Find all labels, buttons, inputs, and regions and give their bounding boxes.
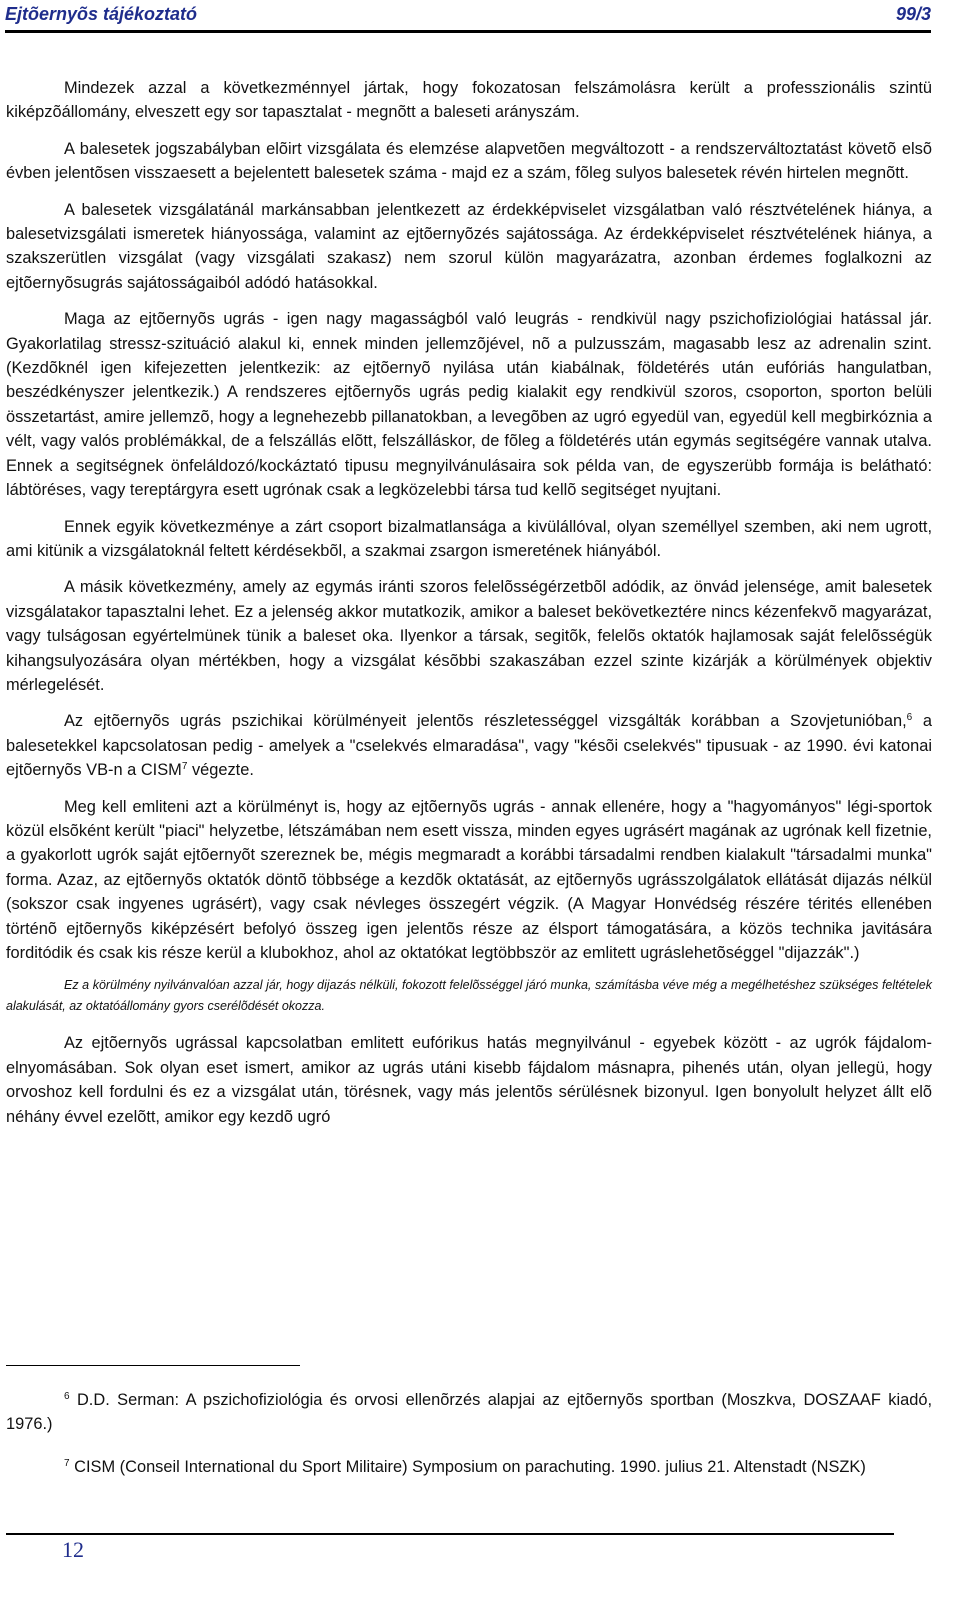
paragraph-text: Az ejtõernyõs ugrás pszichikai körülményeit jelentõs részletességgel vizsgálták korábban a Szovjetunióban, — [64, 712, 907, 731]
paragraph: Az ejtõernyõs ugrással kapcsolatban emlitett eufórikus hatás megnyilvánul - egyebek között - az ugrók fájdalom-elnyomásában. Sok olyan eset ismert, amikor az ugrás utáni kisebb fájdalom másnapra, pihenés után, olyan jellegü, hogy orvoshoz kell fordulni és ez a vizsgálat után, törésnek, vagy más jelentõs sérülésnek bizonyul. Igen bonyolult helyzet állt elõ néhány évvel ezelõtt, amikor egy kezdõ ugró — [6, 1034, 932, 1126]
issue-number: 99/3 — [895, 4, 931, 24]
paragraph-text: végezte. — [187, 761, 254, 780]
footnote-text: CISM (Conseil International du Sport Militaire) Symposium on parachuting. 1990. julius 21. Altenstadt (NSZK) — [74, 1457, 866, 1476]
page-number: 12 — [62, 1537, 84, 1562]
footnote-number: 7 — [64, 1457, 70, 1469]
paragraph-text: a balesetekkel kapcsolatosan pedig - amelyek a "cselekvés elmaradása", vagy "késõi cselekvés" tipusuak - az 1990. évi katonai ejtõernyõs VB-n a CISM — [6, 712, 932, 780]
paragraph: A balesetek jogszabályban elõirt vizsgálata és elemzése alapvetõen megváltozott - a rendszerváltoztatást követõ elsõ évben jelentõsen visszaesett a bejelentett balesetek száma - majd ez a szám, fõleg sulyos balesetek révén hirtelen megnõtt. — [6, 139, 932, 183]
document-title: Ejtõernyõs tájékoztató — [5, 4, 198, 24]
paragraph: Ennek egyik következménye a zárt csoport bizalmatlansága a kivülállóval, olyan személlyel szemben, aki nem ugrott, ami kitünik a vizsgálatoknál feltett kérdésekbõl, a szakmai zsargon ismeretének hiányából. — [6, 517, 932, 560]
body-text — [6, 76, 932, 1141]
footnote-number: 6 — [64, 1391, 70, 1402]
paragraph: A balesetek vizsgálatánál markánsabban jelentkezett az érdekképviselet vizsgálatban való résztvételének hiánya, a balesetvizsgálati ismeretek hiányossága, valamint az ejtõernyõzés sajátossága. Az érdekképviselet résztvételének hiánya, a szakszerütlen vizsgálat (vagy vizsgálati szakasz) nem szorul külön magyarázatra, azonban érdemes foglalkozni az ejtõernyõsugrás sajátosságaiból adódó hatásokkal. — [6, 200, 932, 292]
paragraph: A másik következmény, amely az egymás iránti szoros felelõsségérzetbõl adódik, az önvád jelensége, amit balesetek vizsgálatakor tapasztalni lehet. Ez a jelenség akkor mutatkozik, amikor a baleset bekövetkeztére nincs kézenfekvõ magyarázat, vagy tulságosan egyértelmünek tünik a baleset oka. Ilyenkor a társak, segitõk, felelõs oktatók hajlamosak saját felelõsségük kihangsulyozására olyan mértékben, hogy a vizsgálat késõbbi szakaszában ezzel szinte kizárják a körülmények objektiv mérlegelését. — [6, 578, 932, 694]
paragraph: Mindezek azzal a következménnyel jártak, hogy fokozatosan felszámolásra került a professzionális szintü kiképzõállomány, elveszett egy sor tapasztalat - megnõtt a baleseti arányszám. — [6, 79, 932, 122]
footnote-ref[interactable]: 7 — [181, 761, 188, 773]
footnote-separator — [6, 1365, 300, 1366]
page-header — [5, 4, 931, 33]
paragraph: Maga az ejtõernyõs ugrás - igen nagy magasságból való leugrás - rendkivül nagy pszichofiziológiai hatással jár. Gyakorlatilag stressz-szituáció alakul ki, ennek minden jellemzõjével, nõ a pulzusszám, magasabb lesz az adrenalin szint. (Kezdõknél igen kifejezetten jelentkezik: az ejtõernyõ nyilása után kiabálnak, földetérés után eufóriás hangulatban, beszédkényszer jelentkezik.) A rendszeres ejtõernyõs ugrás pedig kialakit egy rendkivül szoros, csoporton, sporton belüli összetartást, amire jellemzõ, hogy a legnehezebb pillanatokban, a levegõben az ugró egyedül van, egyedül kell megbirkóznia a vélt, vagy valós problémákkal, de a felszállás elõtt, felszálláskor, de fõleg a földetérés után egymás segitségére vannak utalva. Ennek a segitségnek önfeláldozó/kockáztató tipusu megnyilvánulásaira sok példa van, de egyszerübb formája is belátható: lábtöréses, vagy tereptárgyra esett ugrónak csak a legközelebbi társa tud kellõ segitséget nyujtani. — [6, 310, 932, 500]
footer-rule — [6, 1533, 894, 1535]
footnote-text: D.D. Serman: A pszichofiziológia és orvosi ellenõrzés alapjai az ejtõernyõs sportban (Moszkva, DOSZAAF kiadó, 1976.) — [6, 1391, 932, 1434]
paragraph: Meg kell emliteni azt a körülményt is, hogy az ejtõernyõs ugrás - annak ellenére, hogy a "hagyományos" légi-sportok közül elsõként került "piaci" helyzetbe, létszámában nem esett vissza, minden egyes ugrásért magának az ugrónak kell fizetnie, a gyakorlott ugrók saját ejtõernyõt szereznek be, mégis megmaradt a korábbi társadalmi rendben kialakult "társadalmi munka" forma. Azaz, az ejtõernyõs oktatók döntõ többsége a kezdõk oktatását, az ejtõernyõs ugrásszolgálatok ellátását dijazás nélkül (sokszor csak ingyenes ugrásért), vagy csak névleges összegért végzik. (A Magyar Honvédség részére térités ellenében történõ ejtõernyõs kiképzésért befolyó összeg igen jelentõs része az élsport támogatására, a közös technika javitására forditódik és csak kis része kerül a klubokhoz, ahol az oktatókat legtöbbször az emlitett ugráslehetõséggel "dijazzák".) — [6, 797, 932, 962]
footnotes — [6, 1388, 932, 1497]
paragraph-with-footnote-refs — [6, 709, 932, 782]
footnote-ref[interactable]: 6 — [906, 712, 913, 724]
footnote — [6, 1455, 932, 1479]
italic-note: Ez a körülmény nyilvánvalóan azzal jár, hogy dijazás nélküli, fokozott felelõsséggel járó munka, számításba véve még a megélhetéshez szükséges feltételek alakulását, az oktatóállomány gyors cserélõdését okozza. — [6, 978, 932, 1014]
footnote — [6, 1388, 932, 1437]
